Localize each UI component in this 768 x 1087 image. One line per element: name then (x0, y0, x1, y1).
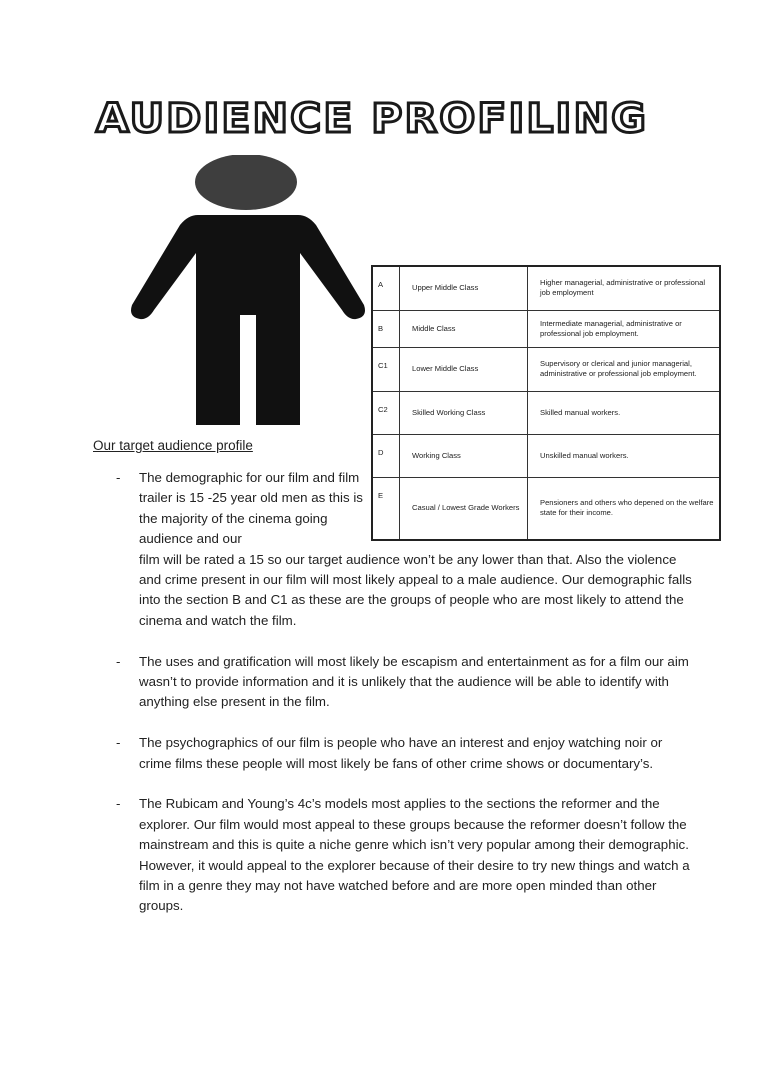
grade-code: D (372, 434, 400, 477)
grade-description: Supervisory or clerical and junior managerial, administrative or professional job employment. (528, 347, 721, 391)
grade-code: C1 (372, 347, 400, 391)
bullet-dash: - (116, 735, 121, 751)
table-row (372, 391, 720, 434)
bullet-dash: - (116, 653, 121, 669)
bullet-text-part1: The demographic for our film and film trailer is 15 -25 year old men as this is the majority of the cinema going audience and our (139, 470, 363, 547)
grade-class: Working Class (400, 434, 528, 477)
bullet-text: The uses and gratification will most likely be escapism and entertainment as for a film our aim wasn’t to provide information and it is unlikely that the audience will be able to identify with anything else present in the film. (139, 653, 689, 710)
grade-class: Lower Middle Class (400, 347, 528, 391)
table-row (372, 266, 720, 310)
grade-class: Middle Class (400, 310, 528, 347)
list-item (93, 468, 693, 631)
list-item (93, 794, 693, 916)
grade-code: A (372, 266, 400, 310)
grade-class: Upper Middle Class (400, 266, 528, 310)
table-row (372, 347, 720, 391)
grade-description: Pensioners and others who depened on the welfare state for their income. (528, 477, 721, 540)
bullet-dash: - (116, 470, 121, 485)
page-title (94, 92, 654, 142)
table-row (372, 310, 720, 347)
section-heading: Our target audience profile (93, 438, 253, 453)
list-item (93, 733, 693, 774)
page-title-text: AUDIENCE PROFILING (96, 96, 648, 142)
bullet-text: The Rubicam and Young’s 4c’s models most applies to the sections the reformer and the explorer. Our film would most appeal to these groups because the reformer doesn’t follow the mainstream and this is quite a niche genre which isn’t very popular among their demographic. However, it would appeal to the explorer because of their desire to try new things and watch a film in a genre they may not have watched before and are more open minded than other groups. (139, 796, 690, 914)
grade-description: Unskilled manual workers. (528, 434, 721, 477)
grade-code: E (372, 477, 400, 540)
grade-class: Casual / Lowest Grade Workers (400, 477, 528, 540)
grade-description: Intermediate managerial, administrative or professional job employment. (528, 310, 721, 347)
bullet-text: The psychographics of our film is people who have an interest and enjoy watching noir or crime films these people will most likely be fans of other crime shows or documentary’s. (139, 735, 663, 771)
grade-description: Higher managerial, administrative or professional job employment (528, 266, 721, 310)
grade-code: C2 (372, 391, 400, 434)
bullet-list (93, 468, 693, 937)
grade-description: Skilled manual workers. (528, 391, 721, 434)
bullet-text-part2: film will be rated a 15 so our target audience won’t be any lower than that. Also the violence and crime present in our film will most likely appeal to a male audience. Our demographic falls into the section B and C1 as these are the groups of people who are most likely to attend the cinema and watch the film. (139, 551, 692, 628)
person-silhouette-icon (128, 155, 368, 430)
grade-class: Skilled Working Class (400, 391, 528, 434)
list-item (93, 652, 693, 713)
bullet-dash: - (116, 796, 121, 812)
grade-code: B (372, 310, 400, 347)
